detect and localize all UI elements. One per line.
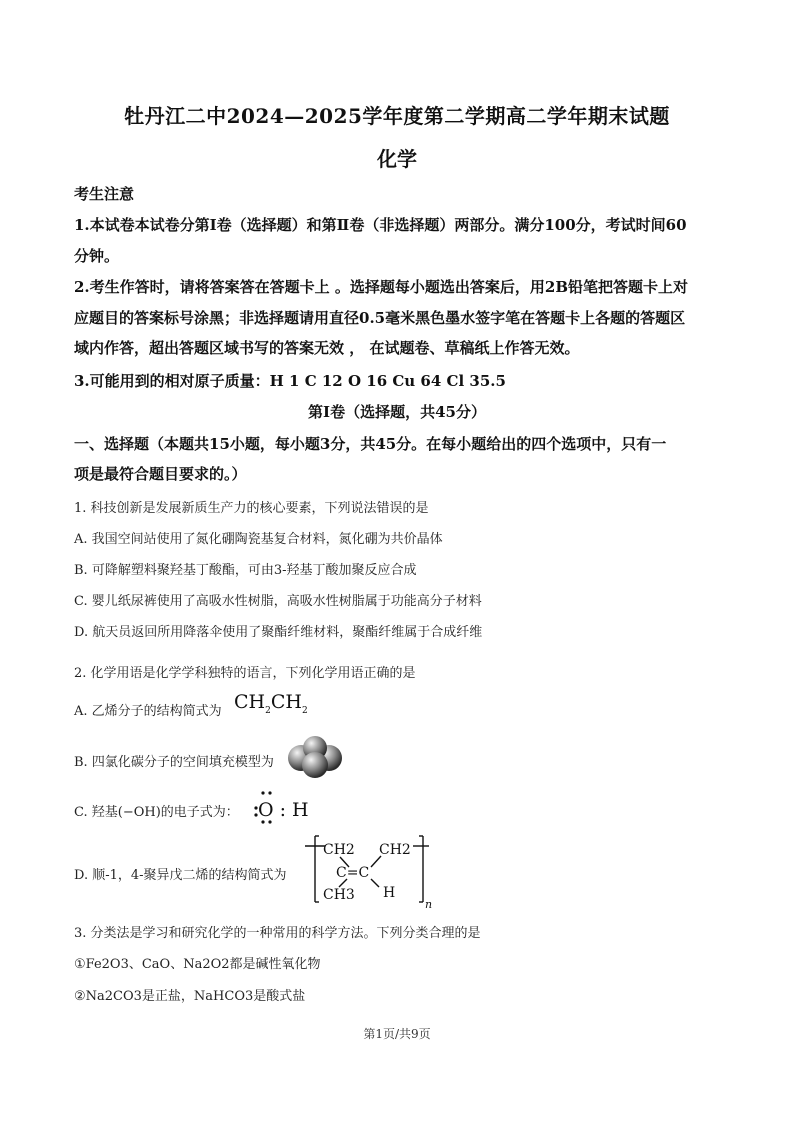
part1-heading: 第Ⅰ卷（选择题，共45分）: [308, 403, 486, 421]
part1-instruction-a: 一、选择题（本题共15小题，每小题3分，共45分。在每小题给出的四个选项中，只有一: [74, 435, 667, 453]
ccl4-space-filling-model: [286, 735, 344, 779]
subject-title: 化学: [377, 147, 417, 171]
hydroxyl-electron-formula: [252, 788, 312, 826]
page-number: 第1页/共9页: [363, 1027, 431, 1041]
polyisoprene-structure: [305, 832, 435, 912]
q3-stem: 3. 分类法是学习和研究化学的一种常用的科学方法。下列分类合理的是: [74, 926, 481, 941]
q1-option-b: B. 可降解塑料聚羟基丁酸酯，可由3-羟基丁酸加聚反应合成: [74, 563, 417, 578]
q2-stem: 2. 化学用语是化学学科独特的语言，下列化学用语正确的是: [74, 666, 416, 681]
c-double-c: C=C: [336, 865, 370, 881]
q1-stem: 1. 科技创新是发展新质生产力的核心要素，下列说法错误的是: [74, 501, 429, 516]
notice-item-2a: 2.考生作答时，请将答案答在答题卡上 。选择题每小题选出答案后，用2B铅笔把答题卡上对: [74, 278, 689, 296]
q3-item-2: ②Na2CO3是正盐，NaHCO3是酸式盐: [74, 989, 306, 1004]
q1-option-d: D. 航天员返回所用降落伞使用了聚酯纤维材料，聚酯纤维属于合成纤维: [74, 625, 483, 640]
q1-option-a: A. 我国空间站使用了氮化硼陶瓷基复合材料，氮化硼为共价晶体: [74, 532, 443, 547]
q2-option-c: C. 羟基(−OH)的电子式为：: [74, 805, 239, 820]
notice-item-3: 3.可能用到的相对原子质量：H 1 C 12 O 16 Cu 64 Cl 35.5: [74, 372, 506, 390]
q2-option-d: D. 顺-1，4-聚异戊二烯的结构简式为: [74, 868, 287, 883]
notice-item-2c: 域内作答，超出答题区域书写的答案无效 ， 在试题卷、草稿纸上作答无效。: [74, 339, 580, 357]
exam-title: 牡丹江二中2024—2025学年度第二学期高二学年期末试题: [124, 104, 670, 128]
q2-option-a: A. 乙烯分子的结构简式为: [74, 704, 222, 719]
q3-item-1: ①Fe2O3、CaO、Na2O2都是碱性氧化物: [74, 957, 321, 972]
q2-option-b: B. 四氯化碳分子的空间填充模型为: [74, 755, 274, 770]
notice-item-2b: 应题目的答案标号涂黑；非选择题请用直径0.5毫米黑色墨水签字笔在答题卡上各题的答题区: [74, 309, 686, 327]
notice-item-1b: 分钟。: [74, 247, 120, 265]
ch2-left: CH2: [323, 842, 355, 858]
repeat-n: n: [425, 898, 433, 911]
hydroxyl-formula-text: O : H: [258, 799, 309, 821]
notice-item-1a: 1.本试卷本试卷分第Ⅰ卷（选择题）和第Ⅱ卷（非选择题）两部分。满分100分，考试时间60: [74, 216, 687, 234]
q1-option-c: C. 婴儿纸尿裤使用了高吸水性树脂，高吸水性树脂属于功能高分子材料: [74, 594, 482, 609]
h-atom: H: [383, 885, 396, 901]
ethylene-formula: $CH_2CH_2$: [234, 691, 308, 716]
ch3: CH3: [323, 887, 355, 903]
ch2-right: CH2: [379, 842, 411, 858]
notice-heading: 考生注意: [74, 185, 135, 203]
part1-instruction-b: 项是最符合题目要求的。）: [74, 465, 247, 483]
